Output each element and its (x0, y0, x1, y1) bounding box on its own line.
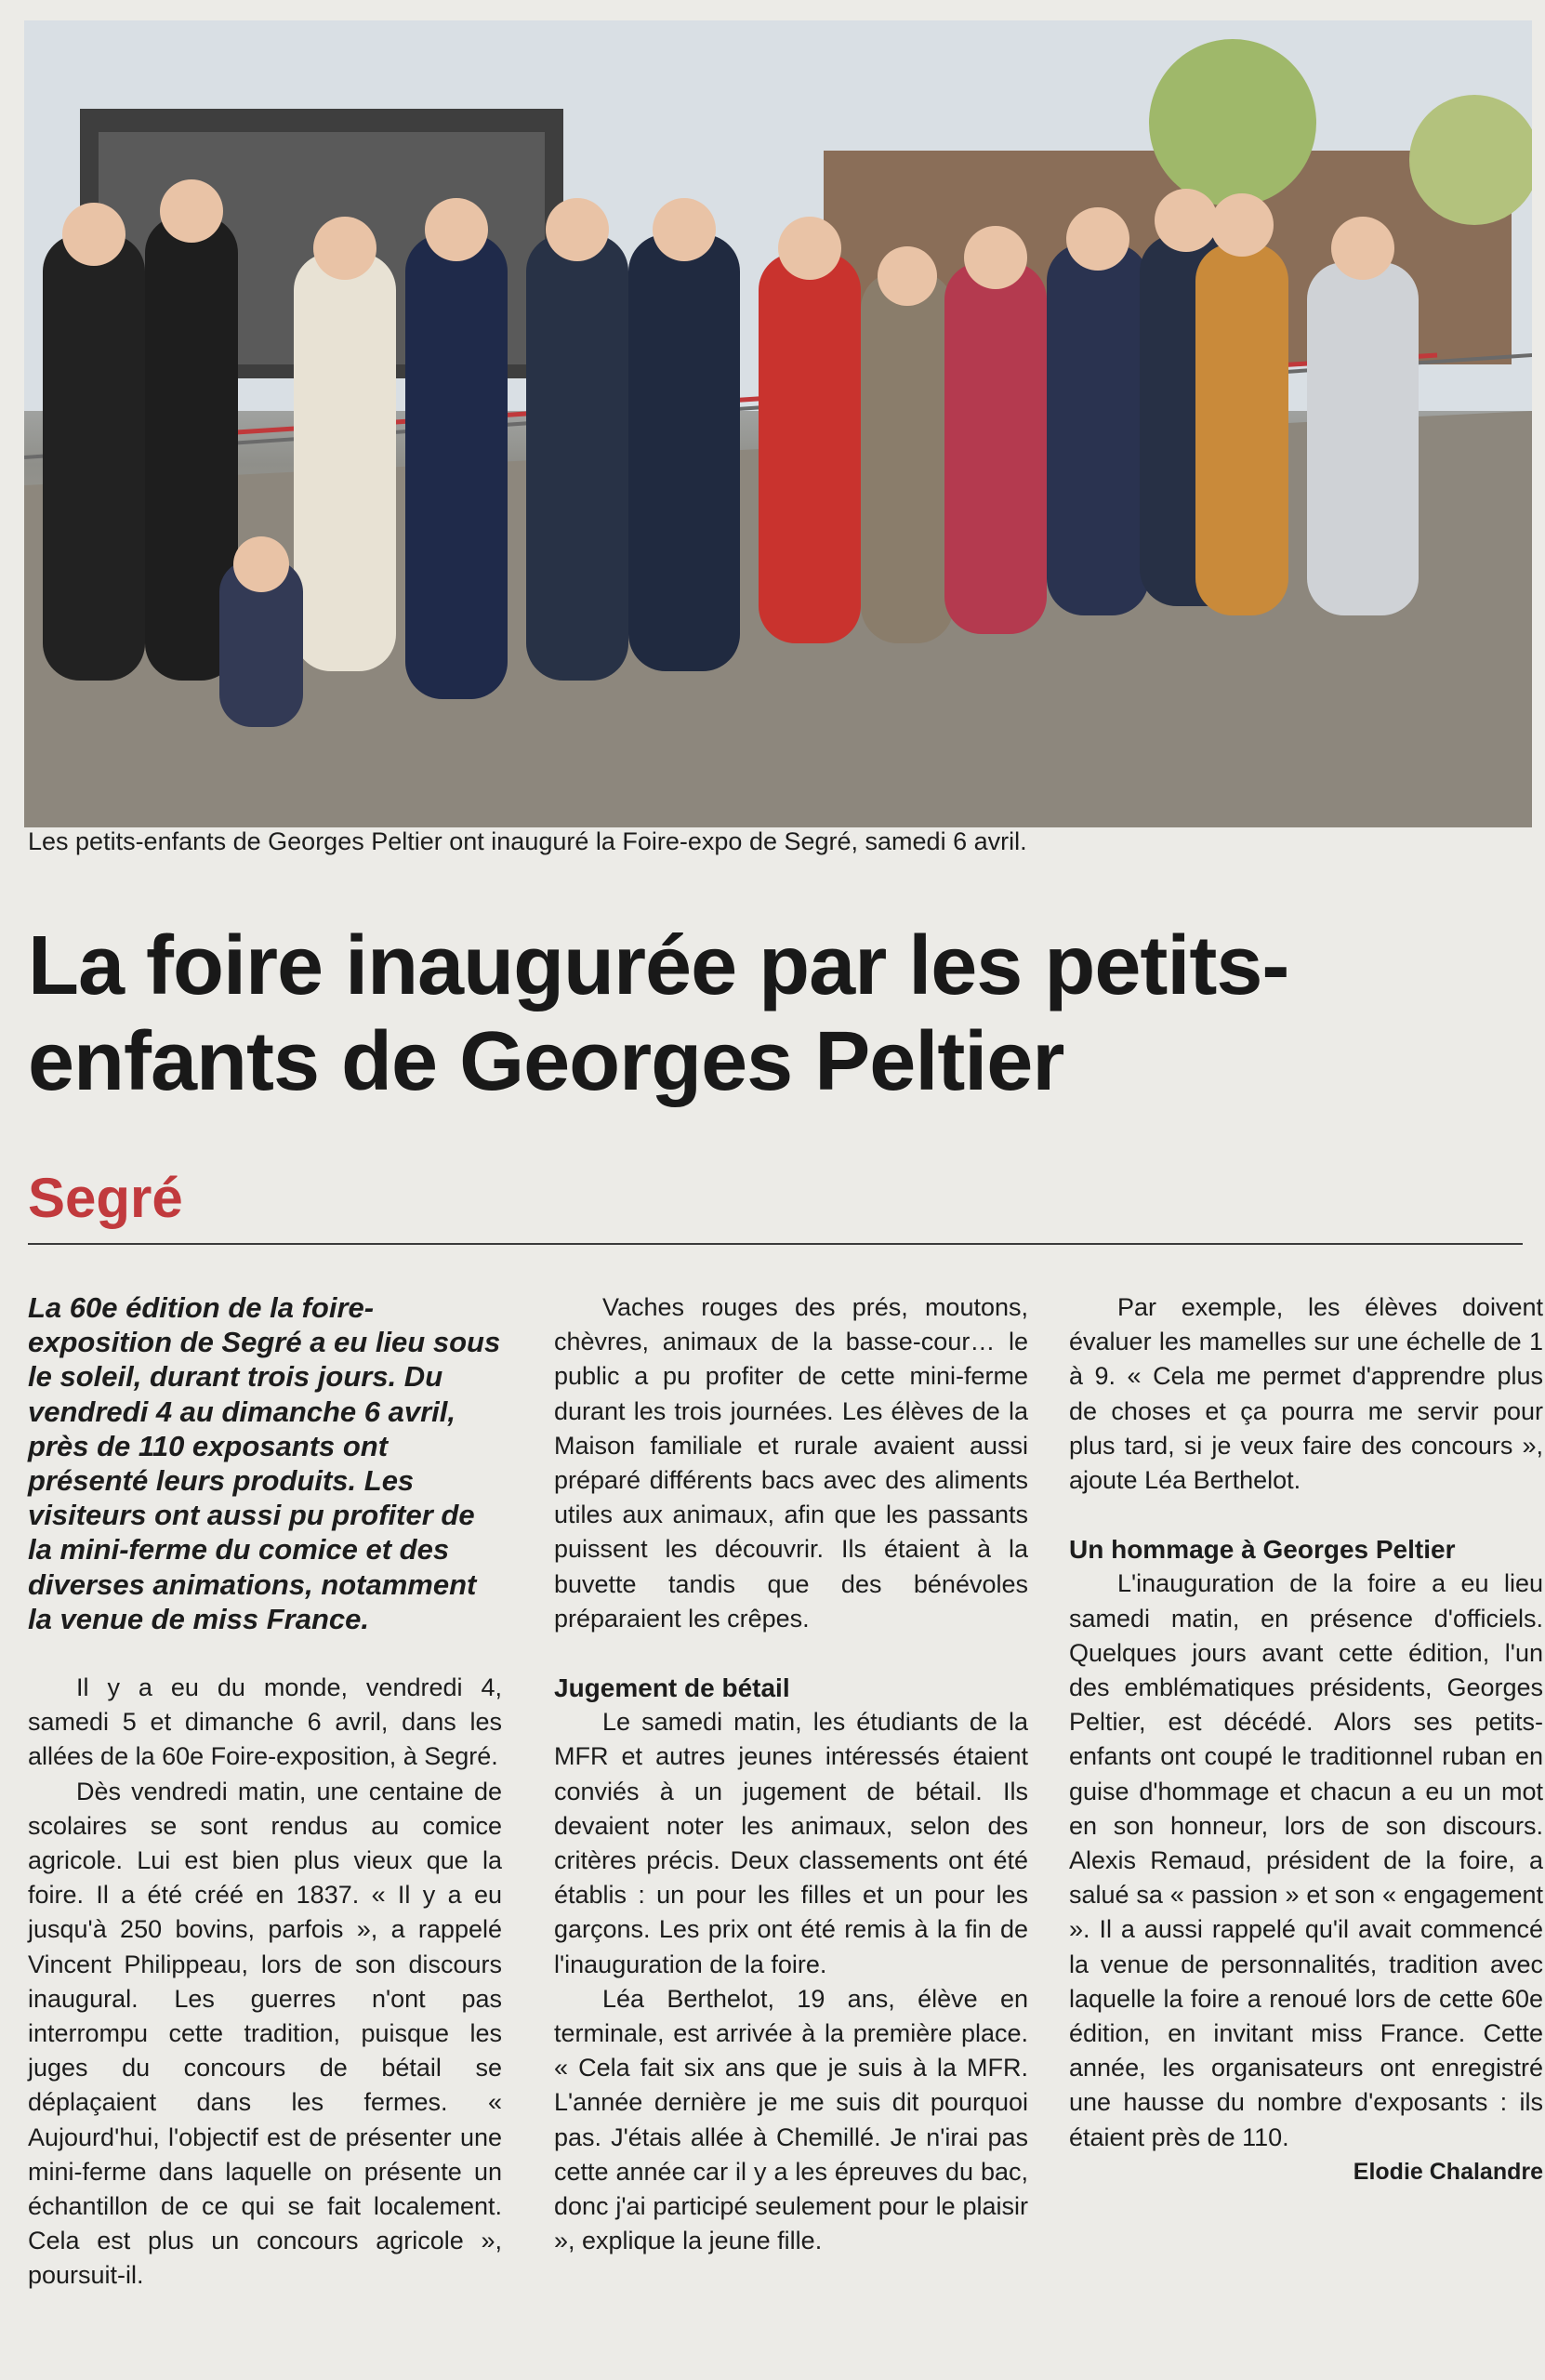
subheading: Un hommage à Georges Peltier (1069, 1535, 1456, 1565)
column-2 (554, 1290, 1028, 2258)
photo-illustration (24, 20, 1532, 827)
section-label: Segré (28, 1167, 183, 1229)
body-paragraph: Léa Berthelot, 19 ans, élève en terminale, est arrivée à la première place. « Cela fait six ans que je suis à la MFR. L'année dernière je me suis dit pourquoi pas. J'étais allée à Chemillé. Je n'irai pas cette année car il y a les épreuves du bac, donc j'ai participé seulement pour le plaisir », explique la jeune fille. (554, 1984, 1028, 2255)
body-paragraph: Par exemple, les élèves doivent évaluer les mamelles sur une échelle de 1 à 9. « Cela me permet d'apprendre plus de choses et ça pourra me servir pour plus tard, si je veux faire des concours », ajoute Léa Berthelot. (1069, 1293, 1543, 1495)
body-paragraph: Le samedi matin, les étudiants de la MFR et autres jeunes intéressés étaient conviés à un jugement de bétail. Ils devaient noter les animaux, selon des critères précis. Deux classements ont été établis : un pour les filles et un pour les garçons. Les prix ont été remis à la fin de l'inauguration de la foire. (554, 1708, 1028, 1978)
body-paragraph: L'inauguration de la foire a eu lieu samedi matin, en présence d'officiels. Quelques jours avant cette édition, l'un des emblématiques présidents, Georges Peltier, est décédé. Alors ses petits-enfants ont coupé le traditionnel ruban en guise d'hommage et chacun a eu un mot en son honneur, lors de son discours. Alexis Remaud, président de la foire, a salué sa « passion » et son « engagement ». Il a aussi rappelé qu'il avait commencé la venue de personnalités, tradition avec laquelle la foire a renoué lors de cette 60e édition, en invitant miss France. Cette année, les organisateurs ont enregistré une hausse du nombre d'exposants : ils étaient près de 110. (1069, 1569, 1543, 2151)
inauguration-photo (24, 20, 1532, 827)
body-paragraph: Il y a eu du monde, vendredi 4, samedi 5 et dimanche 6 avril, dans les allées de la 60e Foire-exposition, à Segré. (28, 1673, 502, 1771)
headline: La foire inaugurée par les petits-enfants de Georges Peltier (28, 919, 1289, 1108)
author-byline: Elodie Chalandre (1353, 2158, 1543, 2185)
body-paragraph: Dès vendredi matin, une centaine de scolaires se sont rendus au comice agricole. Lui est bien plus vieux que la foire. Il a été créé en 1837. « Il y a eu jusqu'à 250 bovins, parfois », a rappelé Vincent Philippeau, lors de son discours inaugural. Les guerres n'ont pas interrompu cette tradition, puisque les juges du concours de bétail se déplaçaient dans les fermes. « Aujourd'hui, l'objectif est de présenter une mini-ferme dans laquelle on présente un échantillon de ce qui se fait localement. Cela est plus un concours agricole », poursuit-il. (28, 1777, 502, 2290)
column-1 (28, 1290, 502, 2294)
body-paragraph: Vaches rouges des prés, moutons, chèvres, animaux de la basse-cour… le public a pu profiter de cette mini-ferme durant les trois journées. Les élèves de la Maison familiale et rurale avaient aussi préparé différents bacs avec des aliments utiles aux animaux, afin que les passants puissent les découvrir. Ils étaient à la buvette tandis que des bénévoles préparaient les crêpes. (554, 1293, 1028, 1633)
column-3 (1069, 1290, 1543, 2189)
subheading: Jugement de bétail (554, 1673, 790, 1703)
photo-caption: Les petits-enfants de Georges Peltier ont inauguré la Foire-expo de Segré, samedi 6 avril. (28, 827, 1027, 855)
lead-paragraph: La 60e édition de la foire-exposition de Segré a eu lieu sous le soleil, durant trois jours. Du vendredi 4 au dimanche 6 avril, près de 110 exposants ont présenté leurs produits. Les visiteurs ont aussi pu profiter de la mini-ferme du comice et des diverses animations, notamment la venue de miss France. (28, 1291, 501, 1635)
section-divider (28, 1243, 1523, 1245)
